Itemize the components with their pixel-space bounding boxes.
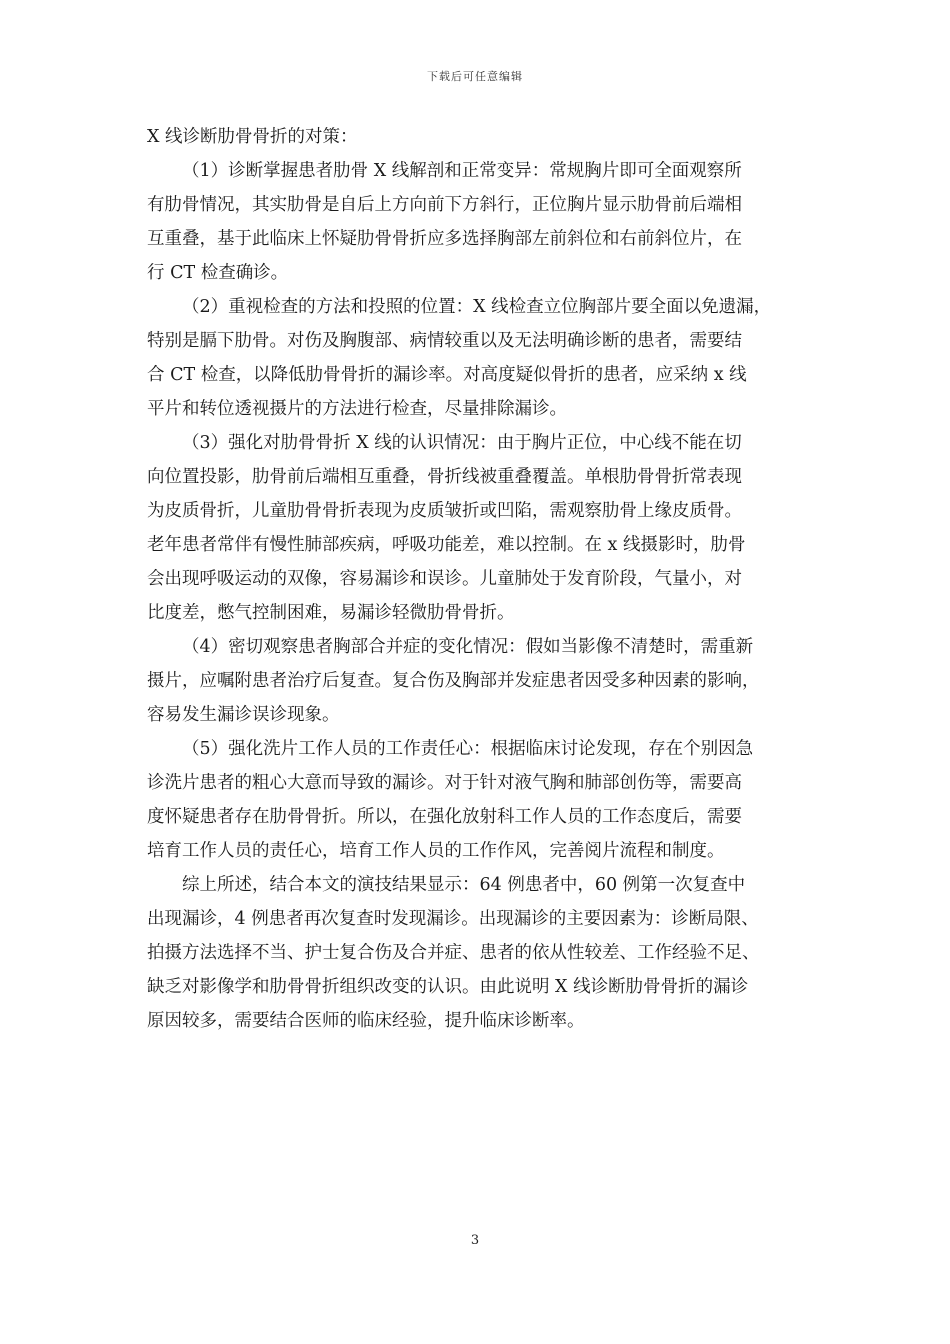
page-number: 3 (470, 1233, 480, 1248)
section-heading: X 线诊断肋骨骨折的对策： (147, 127, 358, 147)
paragraph-1-line: 互重叠，基于此临床上怀疑肋骨骨折应多选择胸部左前斜位和右前斜位片，在 (147, 229, 742, 249)
paragraph-2-line: 合 CT 检查，以降低肋骨骨折的漏诊率。对高度疑似骨折的患者，应采纳 x 线 (147, 365, 747, 385)
paragraph-3-line: 为皮质骨折，儿童肋骨骨折表现为皮质皱折或凹陷，需观察肋骨上缘皮质骨。 (147, 501, 742, 521)
paragraph-2-line: 平片和转位透视摄片的方法进行检查，尽量排除漏诊。 (147, 399, 567, 419)
paragraph-5-line: 培育工作人员的责任心，培育工作人员的工作作风，完善阅片流程和制度。 (147, 841, 725, 861)
paragraph-2-line: 特别是膈下肋骨。对伤及胸腹部、病情较重以及无法明确诊断的患者，需要结 (147, 331, 742, 351)
conclusion-line: 综上所述，结合本文的演技结果显示：64 例患者中，60 例第一次复查中 (182, 875, 746, 895)
paragraph-4-line: 容易发生漏诊误诊现象。 (147, 705, 340, 725)
paragraph-3-line: 老年患者常伴有慢性肺部疾病，呼吸功能差，难以控制。在 x 线摄影时，肋骨 (147, 535, 746, 555)
document-body (147, 120, 819, 1038)
paragraph-3-line: 会出现呼吸运动的双像，容易漏诊和误诊。儿童肺处于发育阶段，气量小，对 (147, 569, 742, 589)
paragraph-1-line: 有肋骨情况，其实肋骨是自后上方向前下方斜行，正位胸片显示肋骨前后端相 (147, 195, 742, 215)
page-header: 下载后可任意编辑 (427, 70, 523, 83)
conclusion-line: 拍摄方法选择不当、护士复合伤及合并症、患者的依从性较差、工作经验不足、 (147, 943, 760, 963)
paragraph-1-line: 行 CT 检查确诊。 (147, 263, 289, 283)
paragraph-3-line: 向位置投影，肋骨前后端相互重叠，骨折线被重叠覆盖。单根肋骨骨折常表现 (147, 467, 742, 487)
paragraph-3-line: 比度差，憋气控制困难，易漏诊轻微肋骨骨折。 (147, 603, 515, 623)
paragraph-4-line: （4）密切观察患者胸部合并症的变化情况：假如当影像不清楚时，需重新 (182, 637, 754, 657)
paragraph-5-line: 诊洗片患者的粗心大意而导致的漏诊。对于针对液气胸和肺部创伤等，需要高 (147, 773, 742, 793)
paragraph-2-line: （2）重视检查的方法和投照的位置：X 线检查立位胸部片要全面以免遗漏， (182, 297, 772, 317)
paragraph-4-line: 摄片，应嘱附患者治疗后复查。复合伤及胸部并发症患者因受多种因素的影响， (147, 671, 760, 691)
conclusion-line: 缺乏对影像学和肋骨骨折组织改变的认识。由此说明 X 线诊断肋骨骨折的漏诊 (147, 977, 749, 997)
paragraph-5-line: （5）强化洗片工作人员的工作责任心：根据临床讨论发现，存在个别因急 (182, 739, 754, 759)
paragraph-3-line: （3）强化对肋骨骨折 X 线的认识情况：由于胸片正位，中心线不能在切 (182, 433, 742, 453)
conclusion-line: 原因较多，需要结合医师的临床经验，提升临床诊断率。 (147, 1011, 585, 1031)
conclusion-line: 出现漏诊，4 例患者再次复查时发现漏诊。出现漏诊的主要因素为：诊断局限、 (147, 909, 759, 929)
paragraph-5-line: 度怀疑患者存在肋骨骨折。所以，在强化放射科工作人员的工作态度后，需要 (147, 807, 742, 827)
paragraph-1-line: （1）诊断掌握患者肋骨 X 线解剖和正常变异：常规胸片即可全面观察所 (182, 161, 742, 181)
